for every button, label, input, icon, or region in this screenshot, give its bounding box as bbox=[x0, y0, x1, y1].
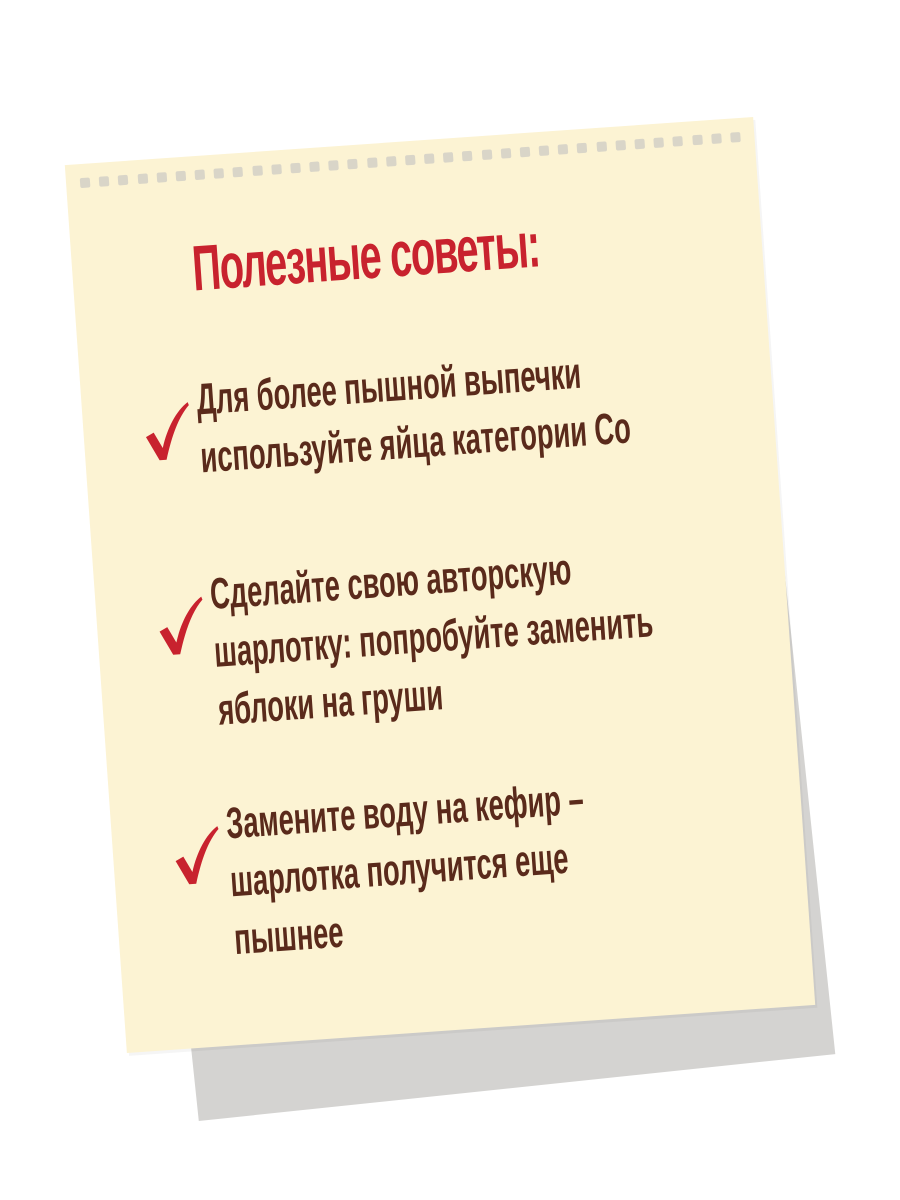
checkmark-icon bbox=[142, 400, 194, 463]
tip-line: пышнее bbox=[232, 907, 346, 965]
note-title: Полезные советы: bbox=[189, 208, 542, 305]
tip-item bbox=[120, 332, 758, 483]
tip-line: Сделайте свою авторскую bbox=[208, 544, 573, 620]
tip-text bbox=[224, 771, 593, 970]
note-paper bbox=[65, 117, 815, 1053]
tip-item bbox=[133, 527, 771, 735]
tip-text bbox=[195, 342, 633, 488]
checkmark-icon bbox=[155, 595, 207, 658]
tip-line: Замените воду на кефир – bbox=[224, 774, 586, 849]
tip-item bbox=[149, 756, 787, 965]
tip-line: шарлотку: попробуйте заменить bbox=[212, 597, 655, 677]
tip-line: Для более пышной выпечки bbox=[194, 348, 583, 425]
tip-line: шарлотка получится еще bbox=[228, 833, 570, 907]
tip-text bbox=[208, 535, 659, 739]
checkmark-icon bbox=[171, 824, 223, 887]
tip-line: яблоки на груши bbox=[216, 670, 445, 735]
tip-line: используйте яйца категории Со bbox=[198, 403, 633, 483]
